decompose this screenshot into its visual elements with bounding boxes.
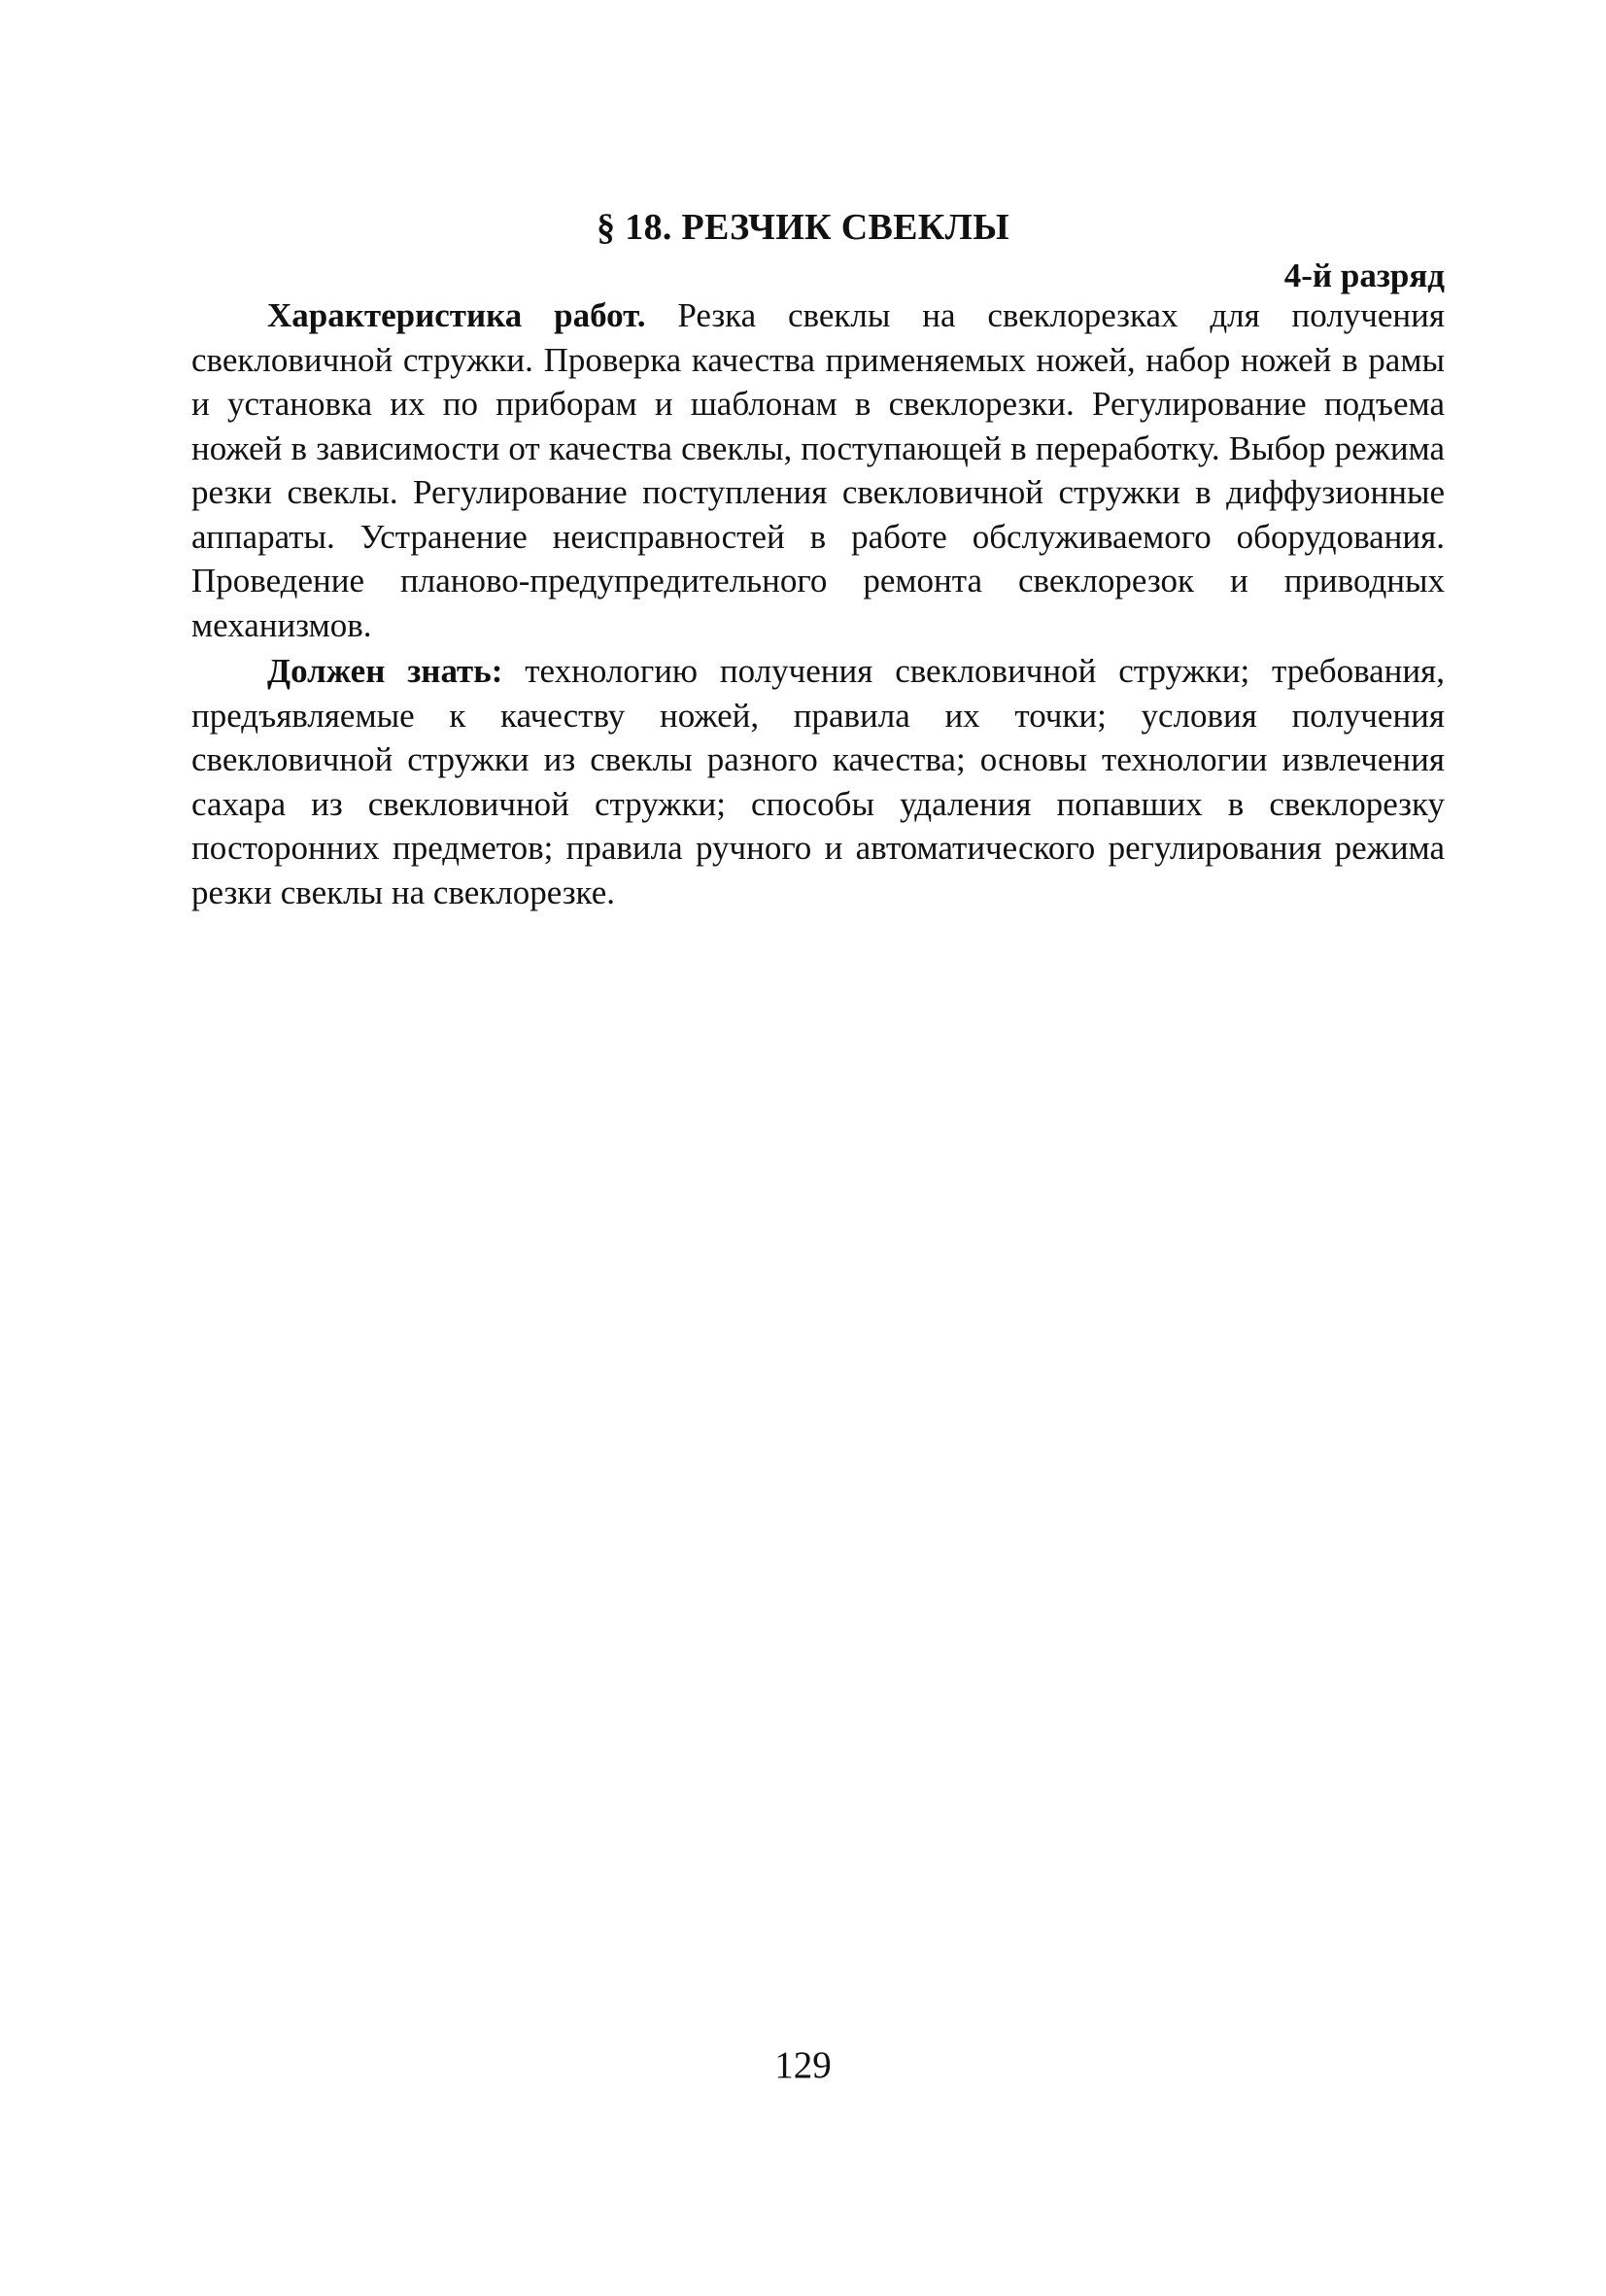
page-number: 129 [774,2044,832,2086]
section-title: § 18. РЕЗЧИК СВЕКЛЫ [597,207,1009,248]
paragraph-work-description [191,293,1445,647]
paragraph-lead: Характеристика работ. [267,296,646,334]
paragraph-lead: Должен знать: [267,652,503,690]
paragraph-must-know [191,649,1445,914]
paragraph-text: Резка свеклы на свеклорезках для получения свекловичной стружки. Проверка качества применяемых ножей, набор ножей в рамы и установка их по приборам и шаблонам в свеклорезки. Регулирование подъема ножей в зависимости от качества свеклы, поступающей в переработку. Выбор режима резки свеклы. Регулирование поступления свекловичной стружки в диффузионные аппараты. Устранение неисправностей в работе обслуживаемого оборудования. Проведение планово-предупредительного ремонта свеклорезок и приводных механизмов. [191,296,1445,644]
paragraph-text: технологию получения свекловичной стружки; требования, предъявляемые к качеству ножей, правила их точки; условия получения свекловичной стружки из свеклы разного качества; основы технологии извлечения сахара из свекловичной стружки; способы удаления попавших в свеклорезку посторонних предметов; правила ручного и автоматического регулирования режима резки свеклы на свеклорезке. [191,652,1445,911]
grade-label: 4-й разряд [1283,257,1445,294]
body-text [191,293,1445,916]
